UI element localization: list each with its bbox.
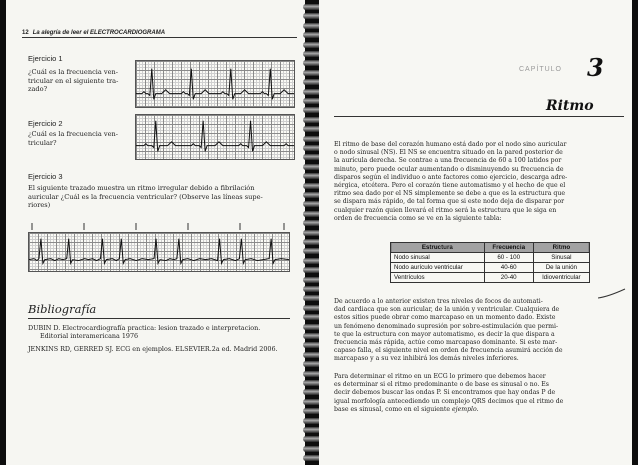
text-line: zado? (28, 85, 48, 94)
table-cell: 40-60 (484, 263, 533, 273)
exercise-1-question (28, 68, 118, 94)
text-line: Para determinar el ritmo en un ECG lo primero que debemos hacer (334, 373, 546, 380)
page-number: 12 (22, 30, 29, 36)
exercise-3-title: Ejercicio 3 (28, 172, 63, 181)
text-line: cualquier razón quien llevará el ritmo será la estructura que le siga en (334, 206, 557, 214)
text-line: tricular en el siguiente tra- (28, 76, 119, 85)
text-line: estos sitios puede obrar como marcapaso en un momento dado. Existe (334, 314, 556, 322)
ecg-trace (136, 61, 294, 107)
text-line: El ritmo de base del corazón humano está dado por el nodo sino auricular (334, 141, 567, 148)
ecg-time-marks (28, 223, 288, 231)
column-header-estructura: Estructura (391, 243, 485, 253)
text-line: riores) (28, 201, 51, 210)
exercise-3-question (28, 184, 263, 210)
text-line: la aurícula derecha. Se contrae a una frecuencia de 60 a 100 latidos por (334, 157, 562, 165)
paragraph-automatism (334, 298, 624, 364)
ecg-strip-exercise-3 (28, 232, 290, 272)
chapter-label: CAPÍTULO (519, 66, 563, 73)
ecg-strip-exercise-1 (135, 60, 295, 108)
reference-2: JENKINS RD, GERRED SJ. ECG en ejemplos. ELSEVIER.2a ed. Madrid 2006. (28, 345, 278, 353)
text-line: es determinar si el ritmo predominante o de base es sinusal o no. Es (334, 381, 549, 389)
column-header-frecuencia: Frecuencia (484, 243, 533, 253)
exercise-2-title: Ejercicio 2 (28, 119, 63, 128)
text-line: decir debemos buscar las ondas P. Si encontramos que hay ondas P de (334, 389, 556, 397)
text-line: El siguiente trazado muestra un ritmo irregular debido a fibrilación (28, 184, 255, 192)
table-cell: Sinusal (533, 253, 589, 263)
text-line: nérgica, etcétera. Pero el corazón tiene automatismo y el hecho de que el (334, 182, 566, 190)
text-line: auricular ¿Cuál es la frecuencia ventricular? (Observe las líneas supe- (28, 192, 263, 201)
table-row (391, 273, 590, 283)
text-line: ¿Cuál es la frecuencia ven- (28, 130, 118, 138)
ecg-trace (29, 233, 289, 271)
text-line: o nodo sinusal (NS). El NS se encuentra situado en la pared posterior de (334, 149, 563, 157)
text-line: minuto, pero puede ocular aumentando o disminuyendo su frecuencia de (334, 165, 564, 173)
text-line (334, 406, 624, 414)
text-line: tricular? (28, 138, 57, 147)
right-page (319, 0, 632, 465)
table-row (391, 253, 590, 263)
column-header-ritmo: Ritmo (533, 243, 589, 253)
section-divider (28, 318, 290, 319)
text-line: orden de frecuencia como se ve en la siguiente tabla: (334, 214, 502, 222)
left-page (6, 0, 305, 465)
table-cell: 20-40 (484, 273, 533, 283)
text-line: se dispara más rápido, de tal forma que si este nodo deja de disparar por (334, 198, 565, 206)
text-line: un fenómeno denominado supresión por sobre-estimulación que permi- (334, 322, 559, 330)
text-line: te que la estructura con mayor automatismo, es decir la que dispara a (334, 330, 555, 338)
text-line: igual morfología antecediendo un complejo QRS decimos que el ritmo de (334, 397, 564, 405)
text-line: disparos según el individuo o ante factores como ejercicio, descarga adre- (334, 173, 568, 181)
text-line: De acuerdo a lo anterior existen tres niveles de focos de automati- (334, 298, 543, 305)
text-line: ritmo sea dado por el NS simplemente se debe a que es la estructura que (334, 190, 565, 198)
table-cell: De la unión (533, 263, 589, 273)
table-row (391, 263, 590, 273)
running-header-title: La alegría de leer el ELECTROCARDIOGRAMA (32, 30, 166, 36)
ecg-trace (136, 115, 294, 159)
text-line: frecuencia más rápida, actúe como marcapaso dominante. Si este mar- (334, 339, 558, 347)
reference-1: DUBIN D. Electrocardiografía practica: lesion trazado e interpretacion. Editorial interamericana 1976 (28, 324, 261, 341)
table-cell: 60 - 100 (484, 253, 533, 263)
text-line: ¿Cuál es la frecuencia ven- (28, 68, 118, 76)
paragraph-determine-rhythm (334, 373, 624, 414)
text-run: base es sinusal, como en el siguiente (334, 405, 451, 413)
table-cell: Nodo sinusal (391, 253, 485, 263)
exercise-2-question (28, 130, 118, 147)
table-cell: Idioventricular (533, 273, 589, 283)
text-line: marcapaso y a su vez inhibirá los demás niveles inferiores. (334, 355, 519, 363)
text-line: capaso falla, el siguiente nivel en orden de frecuencia asumirá acción de (334, 347, 563, 355)
table-cell: Nodo aurículo ventricular (391, 263, 485, 273)
chapter-number: 3 (587, 53, 604, 82)
chapter-title-rule (334, 116, 624, 117)
ecg-strip-exercise-2 (135, 114, 295, 160)
bibliography-title: Bibliografía (28, 302, 97, 316)
pacemaker-frequency-table (390, 242, 590, 283)
table-header-row (391, 243, 590, 253)
table-cell: Ventrículos (391, 273, 485, 283)
emphasized-word: ejemplo. (451, 405, 479, 413)
intro-paragraph (334, 141, 624, 223)
chapter-title: Ritmo (546, 98, 594, 114)
text-line: dad cardiaca que son auricular, de la unión y ventricular. Cualquiera de (334, 306, 560, 314)
running-header (22, 30, 297, 38)
exercise-1-title: Ejercicio 1 (28, 54, 63, 63)
